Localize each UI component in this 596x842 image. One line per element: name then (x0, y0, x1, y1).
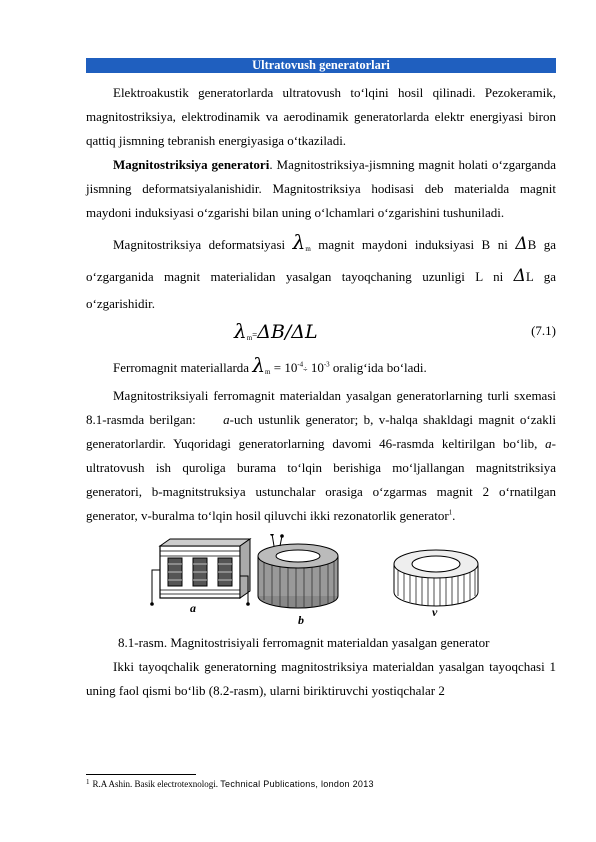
text-span: oralig‘ida bo‘ladi. (329, 360, 427, 375)
footnote-ref: 1 (448, 508, 453, 517)
text-span: Ferromagnit materiallarda (113, 360, 250, 375)
text-span: -ultratovush ish quroliga burama to‘lqin berishiga mo‘ljallangan magnitstriksiya generatori, b-magnitstruksiya ustunchalar orasiga o‘zgarmas magnit 2 o‘rnatilgan generator, v-buralma to‘lqin hosil qiluvchi ikki rezonatorlik generator (86, 436, 556, 523)
subscript-m: m (246, 334, 253, 342)
symbol-l: L ga (525, 269, 557, 284)
section-heading: Ultratovush generatorlari (86, 58, 556, 73)
paragraph-intro: Elektroakustik generatorlarda ultratovush to‘lqini hosil qilinadi. Pezokeramik, magnitostriksiya, elektrodinamik va aerodinamik generatorlarda elektr energiyasi biron qattiq jismning tebranish energiyasiga o‘tkaziladi. (86, 85, 556, 148)
paragraph-two-rod: Ikki tayoqchalik generatorning magnitostriksiya materialdan yasalgan tayoqchasi 1 uning faol qismi bo‘lib (8.2-rasm), ularni biriktiruvchi yostiqchalar 2 (86, 659, 556, 698)
text-span: 10 (307, 360, 324, 375)
footnote-number: 1 (86, 778, 90, 786)
text-span: -uch ustunlik generator; b, v-halqa shakldagi magnit o‘zakli generatorlardir. Yuqoridagi generatorlarning davomi 46-rasmda keltirilgan bo‘lib, (86, 412, 557, 451)
symbol-b: B (527, 237, 537, 252)
range-separator: ÷ (303, 365, 308, 374)
lambda-symbol: λ (252, 353, 266, 377)
exponent: -3 (323, 360, 330, 369)
figure-8-1 (86, 534, 556, 629)
exponent: -4 (297, 360, 304, 369)
text-span: ga o‘zgarganida magnit materialidan yasalgan tayoqchaning uzunligi L ni (86, 237, 557, 284)
figure-caption: 8.1-rasm. Magnitostrisiyali ferromagnit materialdan yasalgan generator (118, 635, 490, 650)
footnote-author: R.A Ashin. Basik electrotexnologi. (92, 779, 218, 789)
generator-b-image (258, 534, 338, 627)
delta-symbol: Δ (513, 266, 526, 286)
equals-sign: = (252, 330, 258, 340)
generator-v-image (394, 550, 478, 619)
generator-illustrations (86, 534, 556, 629)
paragraph-schemes (86, 384, 556, 528)
footnote-publisher: Technical Publications, london 2013 (220, 779, 374, 789)
equation-rhs: ΔB/ΔL (257, 321, 318, 343)
figure-label-b: b (298, 613, 304, 627)
footnote-divider (86, 774, 196, 775)
term-magnetostriction-generator: Magnitostriksiya generatori (113, 157, 270, 172)
footnote (86, 778, 374, 789)
text-span: Magnitostriksiyali ferromagnit materialdan yasalgan generatorlarning turli sxemasi 8.1-rasmda berilgan: (86, 388, 556, 427)
equation-7-1 (86, 319, 556, 349)
text-span: o‘zgarishidir. (86, 296, 155, 311)
paragraph-deformation (86, 229, 556, 317)
figure-label-a: a (190, 601, 196, 615)
label-a: a (545, 436, 552, 451)
paragraph-magnetostriction (86, 153, 556, 225)
lambda-symbol: λ (234, 319, 247, 343)
subscript-m: m (305, 245, 311, 253)
text-span: . (452, 508, 456, 523)
generator-a-image (150, 539, 250, 615)
text-span: Magnitostriksiya deformatsiyasi (113, 237, 286, 252)
equation-expression (234, 319, 318, 343)
label-a: a (223, 412, 230, 427)
lambda-symbol: λ (292, 230, 306, 254)
delta-symbol: Δ (515, 234, 528, 254)
text-span: magnit maydoni induksiyasi B ni (318, 237, 508, 252)
paragraph-range (86, 353, 556, 384)
equation-number: (7.1) (531, 323, 556, 338)
page-content (86, 58, 556, 703)
text-span: = 10 (273, 360, 298, 375)
subscript-m: m (265, 368, 271, 376)
definition-text: . Magnitostriksiya-jismning magnit holati o‘zgarganda jismning deformatsiyalanishidir. Magnitostriksiya hodisasi deb materialda magnit maydoni induksiyasi o‘zgarishi bilan uning o‘lchamlari o‘zgarishini tushuniladi. (86, 157, 556, 220)
figure-label-v: v (432, 605, 438, 619)
